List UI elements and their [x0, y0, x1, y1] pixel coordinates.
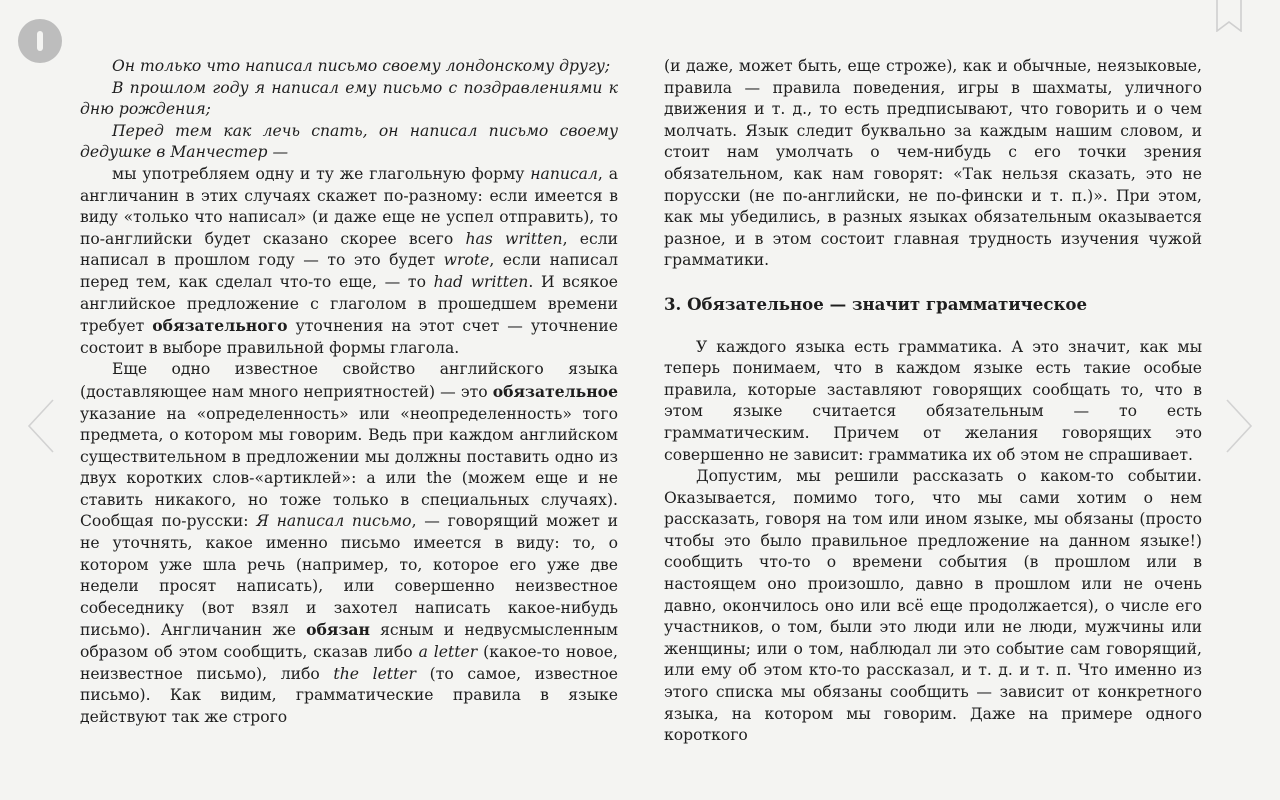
bookmark-icon[interactable]	[1216, 0, 1242, 32]
paragraph-continued: (и даже, может быть, еще строже), как и обычные, неязыковые, правила — правила поведения, игры в шахматы, уличного движения и т. д., то есть предписывают, что говорить и о чем молчать. Язык следит буквально за каждым нашим словом, и стоит нам умолчать о чем-нибудь с его точки зрения обязательном, как нам говорят: «Так нельзя сказать, это не порусски (не по-английски, не по-фински и т. п.)». При этом, как мы убедились, в разных языках обязательным оказывается разное, и в этом состоит главная трудность изучения чужой грамматики.	[664, 57, 1202, 270]
menu-button[interactable]	[18, 19, 62, 63]
left-page	[80, 56, 618, 728]
paragraph-event: Допустим, мы решили рассказать о каком-то событии. Оказывается, помимо того, что мы сами хотим о нем рассказать, говоря на том или ином языке, мы обязаны (просто чтобы это было правильное предложение на данном языке!) сообщить что-то о времени события (в прошлом или в настоящем оно произошло, давно в прошлом или не очень давно, окончилось оно или всё еще продолжается), о числе его участников, о том, были это люди или не люди, мужчины или женщины; или о том, наблюдал ли это событие сам говорящий, или ему об этом кто-то рассказал, и т. д. и т. п. Что именно из этого списка мы обязаны сообщить — зависит от конкретного языка, на котором мы говорим. Даже на примере одного короткого	[664, 467, 1202, 745]
example-sentence-1: Он только что написал письмо своему лондонскому другу;	[111, 57, 611, 75]
menu-icon	[37, 31, 43, 51]
paragraph-verb-forms: мы употребляем одну и ту же глагольную форму написал, а англичанин в этих случаях скажет по-разному: если имеется в виду «только что написал» (и даже еще не успел отправить), то по-английски будет сказано скорее всего has written, если написал в прошлом году — то это будет wrote, если написал перед тем, как сделал что-то еще, — то had written. И всякое английское предложение с глаголом в прошедшем времени требует обязательного уточнения на этот счет — уточнение состоит в выборе правильной формы глагола.	[80, 164, 619, 357]
chevron-left-icon[interactable]	[26, 396, 56, 456]
paragraph-articles: Еще одно известное свойство английского языка (доставляющее нам много неприятностей) — это обязательное указание на «определенность» или «неопределенность» того предмета, о котором мы говорим. Ведь при каждом английском существительном в предложении мы должны поставить одно из двух коротких слов-«артиклей»: a или the (можем еще и не ставить никакого, но тоже только в специальных случаях). Сообщая по-русски: Я написал письмо, — говорящий может и не уточнять, какое именно письмо имеется в виду: то, о котором уже шла речь (например, то, которое его уже две недели просят написать), или совершенно неизвестное собеседнику (вот взял и захотел написать какое-нибудь письмо). Англичанин же обязан ясным и недвусмысленным образом об этом сообщить, сказав либо a letter (какое-то новое, неизвестное письмо), либо the letter (то самое, известное письмо). Как видим, грамматические правила в языке действуют так же строго	[80, 360, 618, 726]
right-page	[664, 56, 1202, 747]
paragraph-grammar: У каждого языка есть грамматика. А это значит, как мы теперь понимаем, что в каждом языке есть такие особые правила, которые заставляют говорящих сообщать то, что в этом языке считается обязательным — то есть грамматическим. Причем от желания говорящих это совершенно не зависит: грамматика их об этом не спрашивает.	[664, 337, 1202, 464]
example-sentence-3: Перед тем как лечь спать, он написал письмо своему дедушке в Манчестер —	[80, 121, 618, 162]
example-sentence-2: В прошлом году я написал ему письмо с поздравлениями к дню рождения;	[80, 78, 618, 119]
section-heading: 3. Обязательное — значит грамматическое	[664, 293, 1088, 314]
chevron-right-icon[interactable]	[1224, 396, 1254, 456]
